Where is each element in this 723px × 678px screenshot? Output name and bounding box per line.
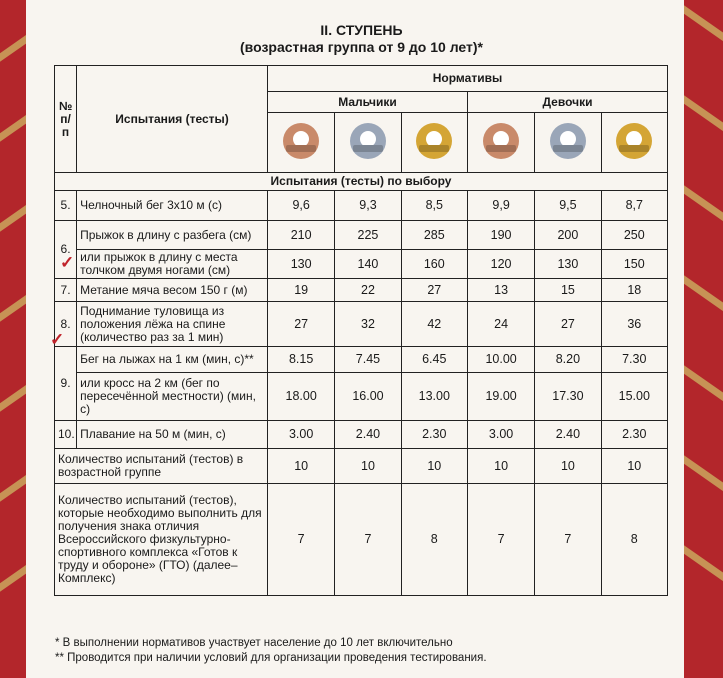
gold-badge-icon: [613, 120, 655, 162]
norm-value: 15: [535, 279, 601, 302]
footnote-1: * В выполнении нормативов участвует население до 10 лет включительно: [55, 637, 453, 649]
summary-value: 10: [467, 449, 534, 484]
table-row: [55, 484, 668, 596]
table-row: [55, 279, 668, 302]
norm-value: 18.00: [268, 373, 335, 421]
silver-badge-icon: [547, 120, 589, 162]
section-header: Испытания (тесты) по выбору: [55, 173, 668, 191]
summary-value: 10: [268, 449, 335, 484]
footnote-2: ** Проводится при наличии условий для организации проведения тестирования.: [55, 652, 487, 664]
norm-value: 2.30: [601, 421, 667, 449]
table-row: [55, 373, 668, 421]
table-row: [55, 449, 668, 484]
norm-value: 150: [601, 250, 667, 279]
norm-value: 8,7: [601, 191, 667, 221]
summary-value: 10: [401, 449, 467, 484]
norm-value: 19.00: [467, 373, 534, 421]
summary-value: 8: [401, 484, 467, 596]
row-number: 8.: [55, 302, 77, 347]
check-mark: ✓: [60, 253, 75, 272]
summary-value: 7: [268, 484, 335, 596]
test-name: Поднимание туловища из положения лёжа на спине (количество раз за 1 мин): [77, 302, 268, 347]
norm-value: 7.45: [335, 347, 401, 373]
norm-value: 2.40: [535, 421, 601, 449]
norm-value: 10.00: [467, 347, 534, 373]
summary-value: 7: [467, 484, 534, 596]
table-row: [55, 191, 668, 221]
norm-value: 18: [601, 279, 667, 302]
test-name: Прыжок в длину с разбега (см): [77, 221, 268, 250]
norm-value: 250: [601, 221, 667, 250]
girls-header: Девочки: [467, 92, 667, 113]
row-number: 5.: [55, 191, 77, 221]
norm-value: 27: [535, 302, 601, 347]
norms-header: Нормативы: [268, 66, 668, 92]
badge-cell: [335, 113, 401, 173]
norm-value: 27: [268, 302, 335, 347]
test-name: Челночный бег 3х10 м (с): [77, 191, 268, 221]
norm-value: 24: [467, 302, 534, 347]
left-decor-band: [0, 0, 26, 678]
row-number: 10.: [55, 421, 77, 449]
norm-value: 200: [535, 221, 601, 250]
summary-value: 7: [535, 484, 601, 596]
norm-value: 9,3: [335, 191, 401, 221]
norm-value: 9,6: [268, 191, 335, 221]
norm-value: 7.30: [601, 347, 667, 373]
test-header: Испытания (тесты): [77, 66, 268, 173]
norm-value: 8.20: [535, 347, 601, 373]
norm-value: 22: [335, 279, 401, 302]
norm-value: 42: [401, 302, 467, 347]
badge-cell: [467, 113, 534, 173]
table-row: [55, 250, 668, 279]
norm-value: 210: [268, 221, 335, 250]
badge-cell: [401, 113, 467, 173]
norm-value: 2.30: [401, 421, 467, 449]
summary-value: 10: [335, 449, 401, 484]
row-number: 7.: [55, 279, 77, 302]
table-row: [55, 347, 668, 373]
test-name: или кросс на 2 км (бег по пересечённой местности) (мин, с): [77, 373, 268, 421]
test-name: Бег на лыжах на 1 км (мин, с)**: [77, 347, 268, 373]
norm-value: 32: [335, 302, 401, 347]
bronze-badge-icon: [480, 120, 522, 162]
summary-label: Количество испытаний (тестов) в возрастной группе: [55, 449, 268, 484]
bronze-badge-icon: [280, 120, 322, 162]
table-row: [55, 221, 668, 250]
badge-cell: [601, 113, 667, 173]
norm-value: 6.45: [401, 347, 467, 373]
stage-title: II. СТУПЕНЬ: [320, 22, 403, 38]
norm-value: 19: [268, 279, 335, 302]
boys-header: Мальчики: [268, 92, 468, 113]
table-row: [55, 302, 668, 347]
table-row: [55, 421, 668, 449]
norm-value: 15.00: [601, 373, 667, 421]
norm-value: 13.00: [401, 373, 467, 421]
norm-value: 160: [401, 250, 467, 279]
norm-value: 8,5: [401, 191, 467, 221]
summary-value: 8: [601, 484, 667, 596]
norm-value: 140: [335, 250, 401, 279]
test-name: или прыжок в длину с места толчком двумя ногами (см): [77, 250, 268, 279]
check-mark: ✓: [50, 330, 65, 349]
norm-value: 16.00: [335, 373, 401, 421]
test-name: Плавание на 50 м (мин, с): [77, 421, 268, 449]
norm-value: 120: [467, 250, 534, 279]
norm-value: 9,9: [467, 191, 534, 221]
norm-value: 3.00: [467, 421, 534, 449]
norm-value: 8.15: [268, 347, 335, 373]
norm-value: 225: [335, 221, 401, 250]
num-header: № п/п: [55, 66, 77, 173]
norm-value: 3.00: [268, 421, 335, 449]
badge-cell: [535, 113, 601, 173]
test-name: Метание мяча весом 150 г (м): [77, 279, 268, 302]
norm-value: 130: [268, 250, 335, 279]
norm-value: 190: [467, 221, 534, 250]
summary-value: 10: [601, 449, 667, 484]
norm-value: 13: [467, 279, 534, 302]
right-decor-band: [684, 0, 723, 678]
norm-value: 27: [401, 279, 467, 302]
norms-table: [54, 65, 668, 596]
norm-value: 130: [535, 250, 601, 279]
age-group-subtitle: (возрастная группа от 9 до 10 лет)*: [240, 39, 483, 55]
gold-badge-icon: [413, 120, 455, 162]
norm-value: 285: [401, 221, 467, 250]
norm-value: 36: [601, 302, 667, 347]
row-number: 6.: [55, 221, 77, 279]
summary-label: Количество испытаний (тестов), которые необходимо выполнить для получения знака отличия Всероссийского физкультурно-спортивного комплекса «Готов к труду и обороне» (ГТО) (далее–Комплекс): [55, 484, 268, 596]
summary-value: 7: [335, 484, 401, 596]
norm-value: 9,5: [535, 191, 601, 221]
norm-value: 17.30: [535, 373, 601, 421]
norm-value: 2.40: [335, 421, 401, 449]
silver-badge-icon: [347, 120, 389, 162]
row-number: 9.: [55, 347, 77, 421]
badge-cell: [268, 113, 335, 173]
summary-value: 10: [535, 449, 601, 484]
